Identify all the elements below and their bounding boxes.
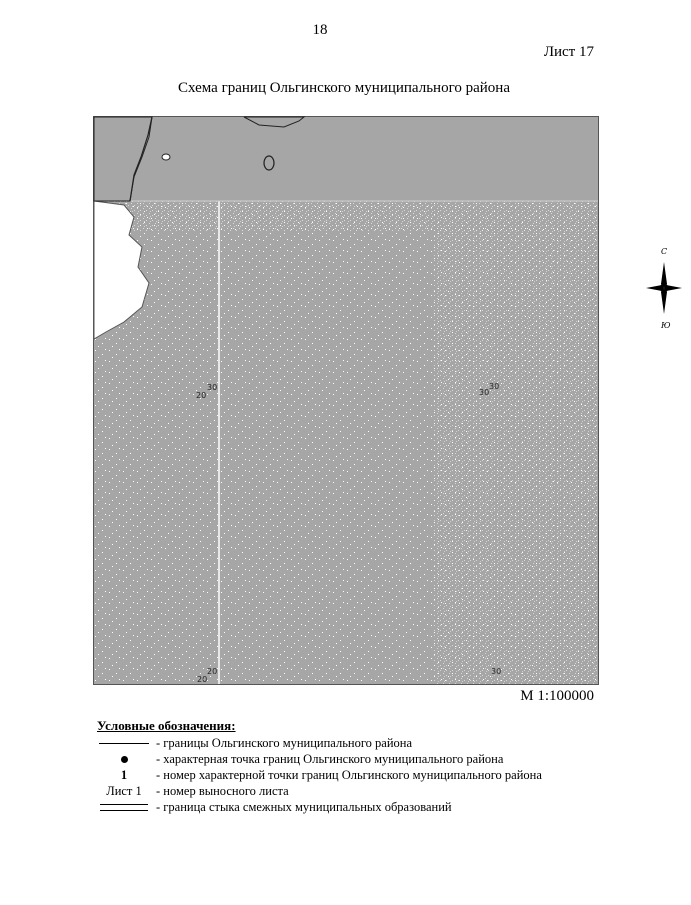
contour-label: 30 [491, 667, 502, 676]
sea-noise-east [434, 227, 598, 684]
compass-rose [637, 234, 691, 342]
islet [162, 154, 170, 160]
contour-label: 30 [479, 388, 490, 397]
map-canvas [94, 117, 598, 684]
compass-south-label: Ю [661, 321, 671, 330]
legend [97, 718, 542, 815]
contour-label: 20 [207, 667, 218, 676]
legend-item-text: - номер выносного листа [156, 783, 289, 798]
legend-item-text: - граница стыка смежных муниципальных образований [156, 799, 452, 814]
legend-item-text: - границы Ольгинского муниципального района [156, 735, 413, 750]
compass-icon [637, 234, 691, 342]
legend-item-text: - номер характерной точки границ Ольгинского муниципального района [156, 767, 542, 782]
point-number-symbol-text: 1 [120, 767, 128, 782]
point-number-symbol [97, 768, 151, 783]
point-dot-symbol [97, 756, 151, 763]
sea-noise-band [94, 201, 598, 231]
islet [264, 156, 274, 170]
sheet-label: Лист 17 [543, 44, 594, 60]
sheet-number-symbol [97, 784, 151, 799]
boundary-line-symbol [97, 743, 151, 744]
contour-label: 30 [207, 383, 218, 392]
legend-title: Условные обозначения: [97, 718, 236, 733]
junction-line-symbol [97, 804, 151, 811]
page-number: 18 [312, 22, 328, 38]
map-frame[interactable] [93, 116, 671, 685]
sheet-number-symbol-text: Лист 1 [106, 783, 142, 798]
legend-item-text: - характерная точка границ Ольгинского муниципального района [156, 751, 504, 766]
legend-item [97, 783, 542, 799]
contour-label: 20 [196, 391, 207, 400]
legend-item [97, 735, 542, 751]
legend-item [97, 767, 542, 783]
map-title: Схема границ Ольгинского муниципального района [178, 80, 510, 96]
legend-item [97, 751, 542, 767]
contour-label: 20 [197, 675, 208, 684]
scale-label: М 1:100000 [520, 688, 594, 704]
compass-north-label: С [661, 247, 668, 256]
legend-item [97, 799, 542, 815]
contour-label: 30 [489, 382, 500, 391]
